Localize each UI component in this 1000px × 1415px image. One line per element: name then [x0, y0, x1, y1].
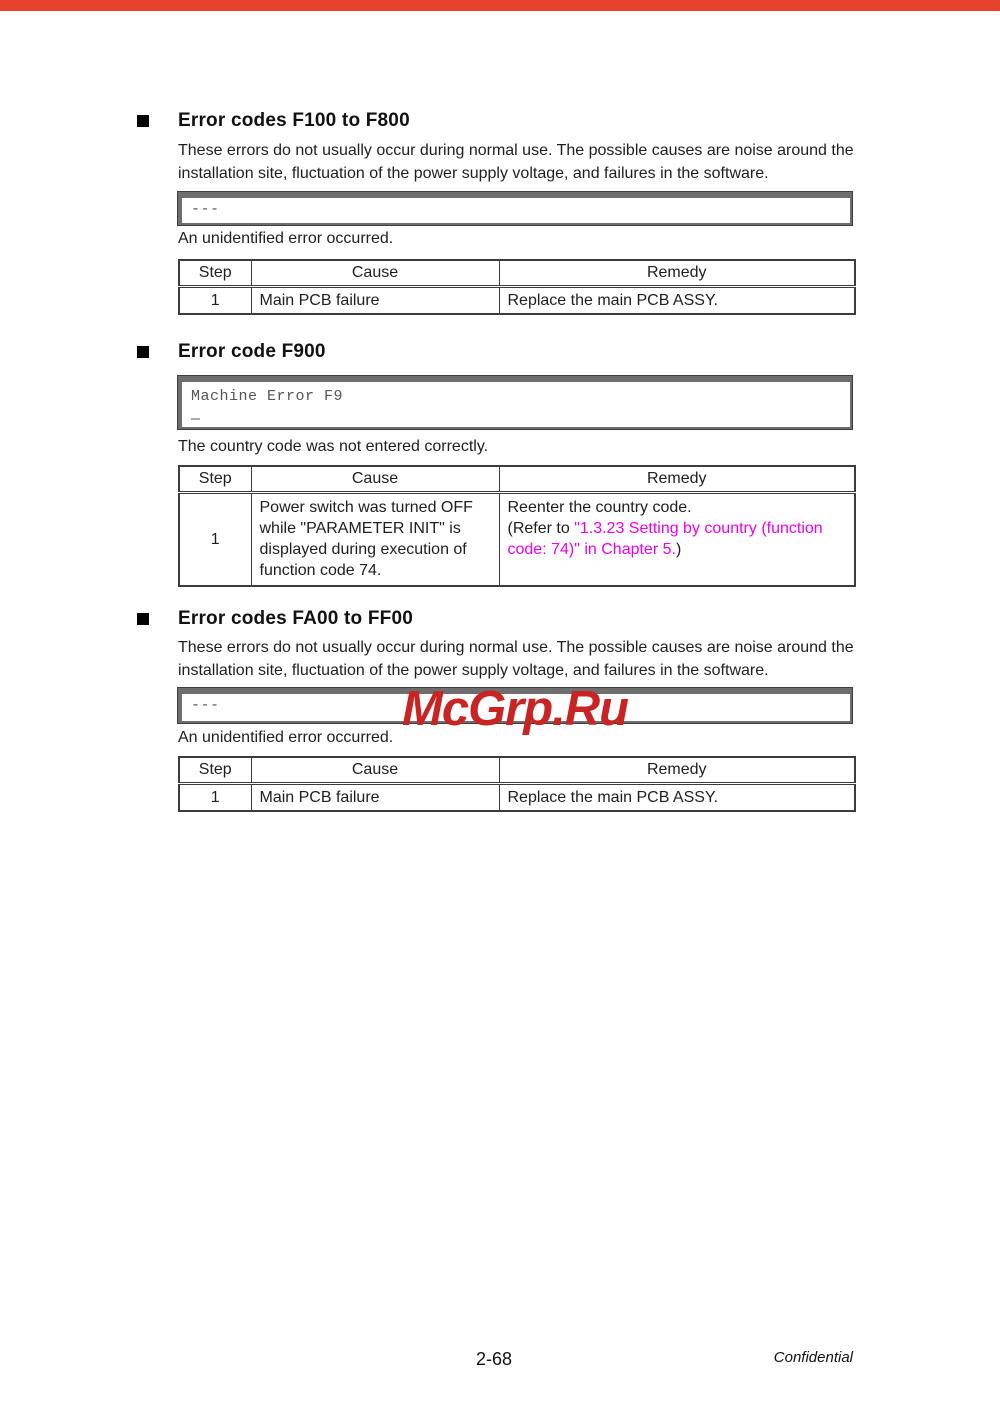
square-bullet-icon: [137, 115, 149, 127]
cell-remedy: [499, 493, 855, 587]
section-heading-f100: [137, 110, 857, 132]
table-row: [179, 493, 855, 587]
col-header-cause: Cause: [251, 757, 499, 784]
col-header-step: Step: [179, 466, 251, 493]
table-header-row: [179, 466, 855, 493]
top-red-bar: [0, 0, 1000, 11]
error-table-f900: [178, 465, 856, 587]
cell-step: 1: [179, 287, 251, 315]
cell-cause: Power switch was turned OFF while "PARAMETER INIT" is displayed during execution of function code 74.: [251, 493, 499, 587]
cell-cause: Main PCB failure: [251, 287, 499, 315]
square-bullet-icon: [137, 613, 149, 625]
cell-cause: Main PCB failure: [251, 784, 499, 812]
remedy-suffix: ): [675, 541, 682, 558]
table-header-row: [179, 260, 855, 287]
section-heading-fa00: [137, 608, 857, 630]
table-row: [179, 784, 855, 812]
remedy-prefix: (Refer to: [507, 520, 575, 537]
cell-remedy: Replace the main PCB ASSY.: [499, 287, 855, 315]
error-caption: The country code was not entered correctly.: [178, 438, 489, 455]
table-row: [179, 287, 855, 315]
remedy-line1: Reenter the country code.: [507, 499, 692, 516]
section-title: Error codes FA00 to FF00: [178, 608, 413, 629]
cell-remedy: Replace the main PCB ASSY.: [499, 784, 855, 812]
page-number: 2-68: [475, 1349, 513, 1369]
section-title: Error code F900: [178, 341, 326, 362]
lcd-text: Machine Error F9: [191, 388, 344, 405]
lcd-text: ---: [191, 201, 220, 218]
col-header-remedy: Remedy: [499, 260, 855, 287]
section-heading-f900: [137, 341, 857, 363]
col-header-cause: Cause: [251, 260, 499, 287]
col-header-remedy: Remedy: [499, 466, 855, 493]
cell-step: 1: [179, 493, 251, 587]
section-intro: These errors do not usually occur during normal use. The possible causes are noise around the installation site, fluctuation of the power supply voltage, and failures in the software.: [178, 639, 854, 679]
remedy-line2: [508, 518, 847, 560]
col-header-remedy: Remedy: [499, 757, 855, 784]
cell-step: 1: [179, 784, 251, 812]
col-header-step: Step: [179, 757, 251, 784]
lcd-display-box: [178, 192, 852, 225]
error-caption: An unidentified error occurred.: [178, 729, 394, 746]
error-caption: An unidentified error occurred.: [178, 230, 394, 247]
col-header-step: Step: [179, 260, 251, 287]
section-title: Error codes F100 to F800: [178, 110, 410, 131]
error-table-f100: [178, 259, 856, 315]
lcd-text: ---: [191, 697, 220, 714]
col-header-cause: Cause: [251, 466, 499, 493]
lcd-display-box: [178, 376, 852, 429]
section-intro: These errors do not usually occur during normal use. The possible causes are noise around the installation site, fluctuation of the power supply voltage, and failures in the software.: [178, 142, 854, 182]
error-table-fa00: [178, 756, 856, 812]
square-bullet-icon: [137, 346, 149, 358]
lcd-text: —: [191, 411, 201, 428]
table-header-row: [179, 757, 855, 784]
confidential-label: Confidential: [773, 1349, 853, 1366]
mcgrp-watermark: McGrp.Ru: [402, 682, 629, 736]
cross-reference-link[interactable]: "1.3.23 Setting by country (function code: 74)" in Chapter 5.: [507, 520, 823, 558]
